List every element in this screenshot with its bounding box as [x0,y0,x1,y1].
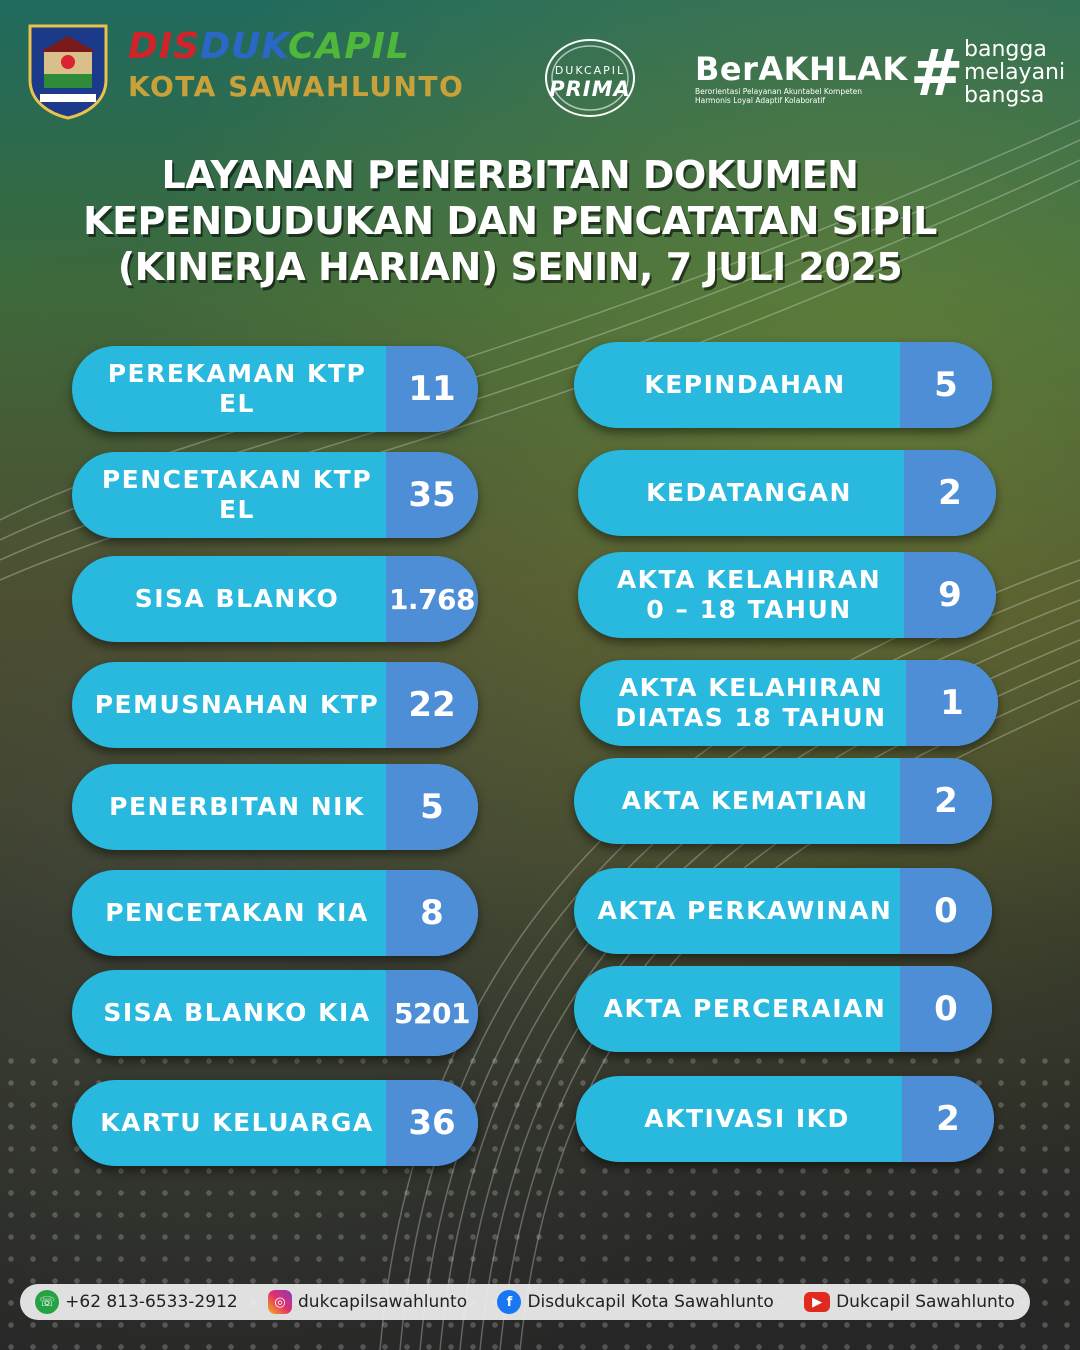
stat-value: 22 [386,662,478,748]
berakhlak-title: BerAKHLAK [695,50,908,88]
footer-instagram[interactable] [268,1290,467,1314]
stat-label: KARTU KELUARGA [100,1108,374,1137]
instagram-icon: ◎ [268,1290,292,1314]
contact-footer [20,1284,1030,1320]
bangga-line-3: bangsa [964,83,1045,108]
title-line-3: (KINERJA HARIAN) SENIN, 7 JULI 2025 [117,245,903,289]
stat-label [578,565,904,625]
brand-city: KOTA SAWAHLUNTO [128,70,465,103]
stat-kedatangan [578,450,996,536]
stat-value: 0 [900,966,992,1052]
stat-label-line-1: AKTA KELAHIRAN [618,673,884,702]
stat-label: KEPINDAHAN [644,370,846,399]
footer-facebook[interactable] [497,1290,773,1314]
stat-value: 11 [386,346,478,432]
disdukcapil-brand [128,26,410,67]
stat-pemusnahan-ktp [72,662,478,748]
title-line-1: LAYANAN PENERBITAN DOKUMEN [161,153,859,197]
stat-value: 2 [900,758,992,844]
stat-value: 1.768 [386,556,478,642]
stat-label: SISA BLANKO KIA [103,998,371,1027]
stat-value: 36 [386,1080,478,1166]
stat-label-line-2: DIATAS 18 TAHUN [615,703,887,732]
brand-part-dis: DIS [128,26,201,67]
hashtag-icon: # [910,37,964,111]
bangga-line-1: bangga [964,37,1047,62]
stat-aktivasi-ikd [576,1076,994,1162]
stat-label: AKTA KEMATIAN [621,786,869,815]
stat-label: SISA BLANKO [134,584,340,613]
footer-youtube-text: Dukcapil Sawahlunto [836,1292,1015,1312]
stat-akta-kelahiran-diatas-18 [580,660,998,746]
berakhlak-logo [695,50,908,106]
stat-sisa-blanko-kia [72,970,478,1056]
brand-part-duk: DUK [200,26,288,67]
footer-whatsapp[interactable] [35,1290,238,1314]
title-line-2: KEPENDUDUKAN DAN PENCATATAN SIPIL [83,199,937,243]
page-title [40,152,980,290]
brand-part-capil: CAPIL [287,26,410,67]
stat-value: 8 [386,870,478,956]
sawahlunto-emblem-logo [26,22,110,120]
prima-main-text: PRIMA [549,77,631,101]
stat-value: 2 [904,450,996,536]
stat-penerbitan-nik [72,764,478,850]
footer-phone-text: +62 813-6533-2912 [65,1292,238,1312]
stat-value: 5 [386,764,478,850]
stat-value: 1 [906,660,998,746]
stat-pencetakan-kia [72,870,478,956]
stat-value: 0 [900,868,992,954]
whatsapp-icon: ☏ [35,1290,59,1314]
stat-kartu-keluarga [72,1080,478,1166]
stat-pencetakan-ktp-el [72,452,478,538]
facebook-icon: f [497,1290,521,1314]
stat-value: 2 [902,1076,994,1162]
youtube-icon: ▶ [804,1292,830,1312]
stat-label: AKTA PERKAWINAN [597,896,893,925]
stat-akta-kematian [574,758,992,844]
stat-value: 9 [904,552,996,638]
stat-value: 5201 [386,970,478,1056]
stat-label-line-2: 0 – 18 TAHUN [646,595,852,624]
stat-label: AKTIVASI IKD [644,1104,850,1133]
stat-perekaman-ktp-el [72,346,478,432]
stat-akta-perkawinan [574,868,992,954]
stat-value: 35 [386,452,478,538]
stat-label: PEREKAMAN KTP EL [107,359,367,418]
stat-label: PENERBITAN NIK [109,792,365,821]
dukcapil-prima-logo [538,36,642,120]
stat-label-line-1: AKTA KELAHIRAN [616,565,882,594]
stat-label: PENCETAKAN KTP EL [101,465,373,524]
stat-kepindahan [574,342,992,428]
footer-instagram-text: dukcapilsawahlunto [298,1292,468,1312]
stat-label: PENCETAKAN KIA [105,898,369,927]
berakhlak-sub2: Harmonis Loyal Adaptif Kolaboratif [695,96,826,105]
stat-akta-perceraian [574,966,992,1052]
berakhlak-sub1: Berorientasi Pelayanan Akuntabel Kompeten [695,87,863,96]
stat-label: AKTA PERCERAIAN [603,994,887,1023]
prima-top-text: DUKCAPIL [554,64,626,77]
stat-sisa-blanko [72,556,478,642]
bangga-line-2: melayani [964,60,1066,85]
stat-akta-kelahiran-0-18 [578,552,996,638]
stat-label [580,673,906,733]
footer-facebook-text: Disdukcapil Kota Sawahlunto [527,1292,774,1312]
stat-value: 5 [900,342,992,428]
stat-label: PEMUSNAHAN KTP [94,690,380,719]
footer-youtube[interactable] [804,1292,1015,1312]
stat-label: KEDATANGAN [646,478,852,507]
